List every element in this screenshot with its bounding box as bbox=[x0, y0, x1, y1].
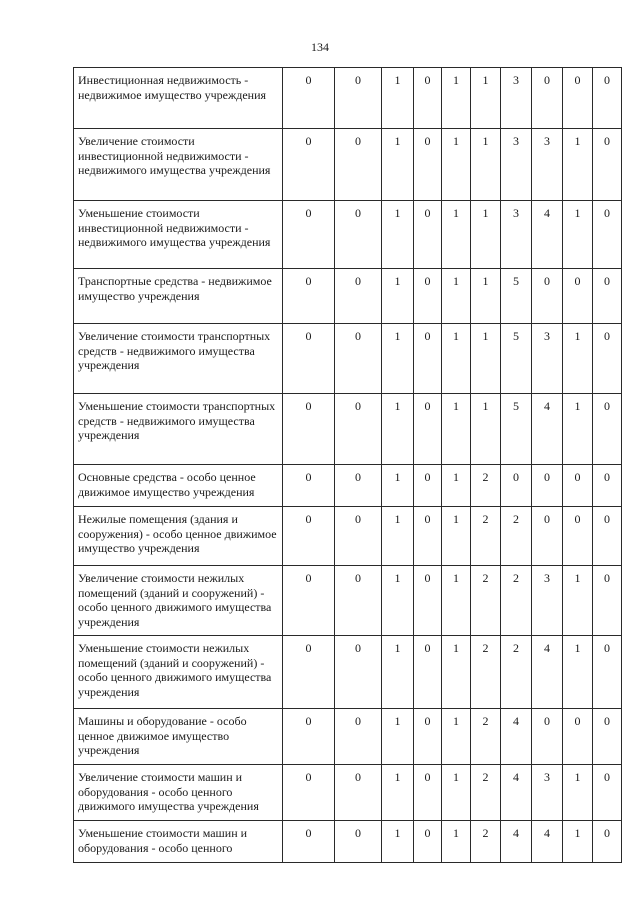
code-cell: 0 bbox=[335, 765, 382, 821]
code-cell: 0 bbox=[414, 269, 442, 324]
code-cell: 2 bbox=[471, 507, 501, 566]
code-cell: 3 bbox=[532, 129, 563, 201]
code-cell: 1 bbox=[382, 821, 414, 863]
code-cell: 0 bbox=[414, 465, 442, 507]
table-row bbox=[74, 507, 622, 566]
account-name: Машины и оборудование - особо ценное движимое имущество учреждения bbox=[74, 709, 283, 765]
code-cell: 1 bbox=[442, 765, 471, 821]
code-cell: 0 bbox=[563, 507, 593, 566]
code-cell: 0 bbox=[283, 394, 335, 465]
code-cell: 0 bbox=[335, 324, 382, 394]
code-cell: 3 bbox=[532, 566, 563, 636]
code-cell: 0 bbox=[283, 507, 335, 566]
code-cell: 3 bbox=[532, 324, 563, 394]
code-cell: 0 bbox=[532, 269, 563, 324]
code-cell: 2 bbox=[471, 765, 501, 821]
code-cell: 0 bbox=[563, 68, 593, 129]
code-cell: 1 bbox=[382, 636, 414, 709]
code-cell: 2 bbox=[471, 636, 501, 709]
code-cell: 0 bbox=[414, 201, 442, 269]
page-number: 134 bbox=[311, 40, 329, 54]
table-row bbox=[74, 821, 622, 863]
code-cell: 1 bbox=[442, 269, 471, 324]
code-cell: 1 bbox=[442, 465, 471, 507]
code-cell: 1 bbox=[471, 129, 501, 201]
code-cell: 0 bbox=[335, 566, 382, 636]
accounts-table bbox=[73, 67, 622, 863]
code-cell: 0 bbox=[501, 465, 532, 507]
code-cell: 0 bbox=[283, 129, 335, 201]
account-name: Транспортные средства - недвижимое имущество учреждения bbox=[74, 269, 283, 324]
code-cell: 0 bbox=[532, 465, 563, 507]
code-cell: 2 bbox=[471, 566, 501, 636]
code-cell: 2 bbox=[501, 636, 532, 709]
code-cell: 0 bbox=[283, 709, 335, 765]
code-cell: 0 bbox=[335, 636, 382, 709]
code-cell: 1 bbox=[563, 765, 593, 821]
code-cell: 1 bbox=[382, 269, 414, 324]
account-name: Уменьшение стоимости инвестиционной недвижимости - недвижимого имущества учреждения bbox=[74, 201, 283, 269]
code-cell: 0 bbox=[335, 507, 382, 566]
code-cell: 0 bbox=[414, 765, 442, 821]
code-cell: 1 bbox=[382, 324, 414, 394]
code-cell: 1 bbox=[442, 324, 471, 394]
code-cell: 1 bbox=[382, 201, 414, 269]
code-cell: 1 bbox=[471, 201, 501, 269]
code-cell: 0 bbox=[593, 465, 622, 507]
code-cell: 1 bbox=[563, 394, 593, 465]
code-cell: 0 bbox=[335, 68, 382, 129]
code-cell: 1 bbox=[382, 566, 414, 636]
code-cell: 1 bbox=[442, 566, 471, 636]
code-cell: 0 bbox=[593, 507, 622, 566]
table-row bbox=[74, 394, 622, 465]
code-cell: 0 bbox=[283, 765, 335, 821]
account-name: Основные средства - особо ценное движимое имущество учреждения bbox=[74, 465, 283, 507]
code-cell: 2 bbox=[501, 507, 532, 566]
code-cell: 0 bbox=[335, 465, 382, 507]
code-cell: 0 bbox=[414, 566, 442, 636]
code-cell: 0 bbox=[593, 129, 622, 201]
account-name: Уменьшение стоимости машин и оборудования - особо ценного bbox=[74, 821, 283, 863]
code-cell: 0 bbox=[593, 269, 622, 324]
code-cell: 1 bbox=[563, 566, 593, 636]
table-row bbox=[74, 129, 622, 201]
code-cell: 0 bbox=[593, 821, 622, 863]
table-row bbox=[74, 324, 622, 394]
account-name: Увеличение стоимости транспортных средств - недвижимого имущества учреждения bbox=[74, 324, 283, 394]
code-cell: 0 bbox=[283, 324, 335, 394]
table-row bbox=[74, 709, 622, 765]
code-cell: 1 bbox=[563, 201, 593, 269]
code-cell: 0 bbox=[414, 394, 442, 465]
code-cell: 0 bbox=[335, 394, 382, 465]
account-name: Уменьшение стоимости нежилых помещений (зданий и сооружений) - особо ценного движимого имущества учреждения bbox=[74, 636, 283, 709]
code-cell: 0 bbox=[283, 201, 335, 269]
code-cell: 1 bbox=[442, 68, 471, 129]
code-cell: 0 bbox=[563, 269, 593, 324]
code-cell: 0 bbox=[283, 821, 335, 863]
code-cell: 4 bbox=[501, 821, 532, 863]
code-cell: 1 bbox=[442, 394, 471, 465]
code-cell: 1 bbox=[382, 68, 414, 129]
code-cell: 1 bbox=[442, 636, 471, 709]
code-cell: 1 bbox=[471, 394, 501, 465]
code-cell: 0 bbox=[593, 566, 622, 636]
code-cell: 0 bbox=[283, 566, 335, 636]
code-cell: 0 bbox=[335, 201, 382, 269]
code-cell: 0 bbox=[335, 129, 382, 201]
code-cell: 5 bbox=[501, 394, 532, 465]
code-cell: 0 bbox=[414, 507, 442, 566]
code-cell: 1 bbox=[382, 394, 414, 465]
account-name: Нежилые помещения (здания и сооружения) - особо ценное движимое имущество учреждения bbox=[74, 507, 283, 566]
code-cell: 0 bbox=[593, 394, 622, 465]
table-row bbox=[74, 566, 622, 636]
code-cell: 0 bbox=[532, 507, 563, 566]
code-cell: 0 bbox=[335, 269, 382, 324]
code-cell: 3 bbox=[501, 201, 532, 269]
code-cell: 0 bbox=[414, 821, 442, 863]
code-cell: 0 bbox=[414, 68, 442, 129]
code-cell: 1 bbox=[471, 68, 501, 129]
code-cell: 3 bbox=[532, 765, 563, 821]
code-cell: 2 bbox=[471, 821, 501, 863]
account-name: Увеличение стоимости инвестиционной недвижимости - недвижимого имущества учреждения bbox=[74, 129, 283, 201]
code-cell: 1 bbox=[442, 821, 471, 863]
code-cell: 0 bbox=[563, 465, 593, 507]
code-cell: 4 bbox=[532, 201, 563, 269]
code-cell: 1 bbox=[471, 324, 501, 394]
code-cell: 0 bbox=[593, 636, 622, 709]
code-cell: 2 bbox=[471, 465, 501, 507]
account-name: Уменьшение стоимости транспортных средств - недвижимого имущества учреждения bbox=[74, 394, 283, 465]
table-row bbox=[74, 465, 622, 507]
account-name: Увеличение стоимости машин и оборудования - особо ценного движимого имущества учреждения bbox=[74, 765, 283, 821]
code-cell: 1 bbox=[563, 129, 593, 201]
code-cell: 0 bbox=[593, 709, 622, 765]
code-cell: 4 bbox=[532, 821, 563, 863]
code-cell: 3 bbox=[501, 129, 532, 201]
code-cell: 1 bbox=[442, 709, 471, 765]
code-cell: 0 bbox=[593, 201, 622, 269]
code-cell: 1 bbox=[471, 269, 501, 324]
code-cell: 1 bbox=[442, 129, 471, 201]
code-cell: 1 bbox=[442, 507, 471, 566]
code-cell: 2 bbox=[501, 566, 532, 636]
code-cell: 1 bbox=[382, 507, 414, 566]
code-cell: 4 bbox=[532, 394, 563, 465]
table-row bbox=[74, 765, 622, 821]
code-cell: 4 bbox=[501, 765, 532, 821]
code-cell: 0 bbox=[593, 324, 622, 394]
code-cell: 1 bbox=[382, 765, 414, 821]
code-cell: 0 bbox=[283, 269, 335, 324]
table-row bbox=[74, 636, 622, 709]
code-cell: 1 bbox=[442, 201, 471, 269]
account-name: Увеличение стоимости нежилых помещений (зданий и сооружений) - особо ценного движимого имущества учреждения bbox=[74, 566, 283, 636]
code-cell: 0 bbox=[335, 821, 382, 863]
code-cell: 4 bbox=[532, 636, 563, 709]
code-cell: 0 bbox=[532, 68, 563, 129]
code-cell: 0 bbox=[532, 709, 563, 765]
code-cell: 0 bbox=[414, 324, 442, 394]
code-cell: 4 bbox=[501, 709, 532, 765]
code-cell: 0 bbox=[414, 129, 442, 201]
table-row bbox=[74, 269, 622, 324]
code-cell: 1 bbox=[382, 129, 414, 201]
table-row bbox=[74, 68, 622, 129]
code-cell: 1 bbox=[382, 709, 414, 765]
account-name: Инвестиционная недвижимость - недвижимое имущество учреждения bbox=[74, 68, 283, 129]
code-cell: 0 bbox=[335, 709, 382, 765]
code-cell: 0 bbox=[283, 68, 335, 129]
code-cell: 5 bbox=[501, 269, 532, 324]
code-cell: 1 bbox=[563, 636, 593, 709]
code-cell: 2 bbox=[471, 709, 501, 765]
code-cell: 0 bbox=[563, 709, 593, 765]
code-cell: 5 bbox=[501, 324, 532, 394]
code-cell: 1 bbox=[563, 821, 593, 863]
code-cell: 1 bbox=[563, 324, 593, 394]
code-cell: 0 bbox=[593, 765, 622, 821]
table-row bbox=[74, 201, 622, 269]
code-cell: 0 bbox=[414, 636, 442, 709]
code-cell: 0 bbox=[593, 68, 622, 129]
code-cell: 0 bbox=[414, 709, 442, 765]
code-cell: 1 bbox=[382, 465, 414, 507]
code-cell: 3 bbox=[501, 68, 532, 129]
code-cell: 0 bbox=[283, 465, 335, 507]
code-cell: 0 bbox=[283, 636, 335, 709]
